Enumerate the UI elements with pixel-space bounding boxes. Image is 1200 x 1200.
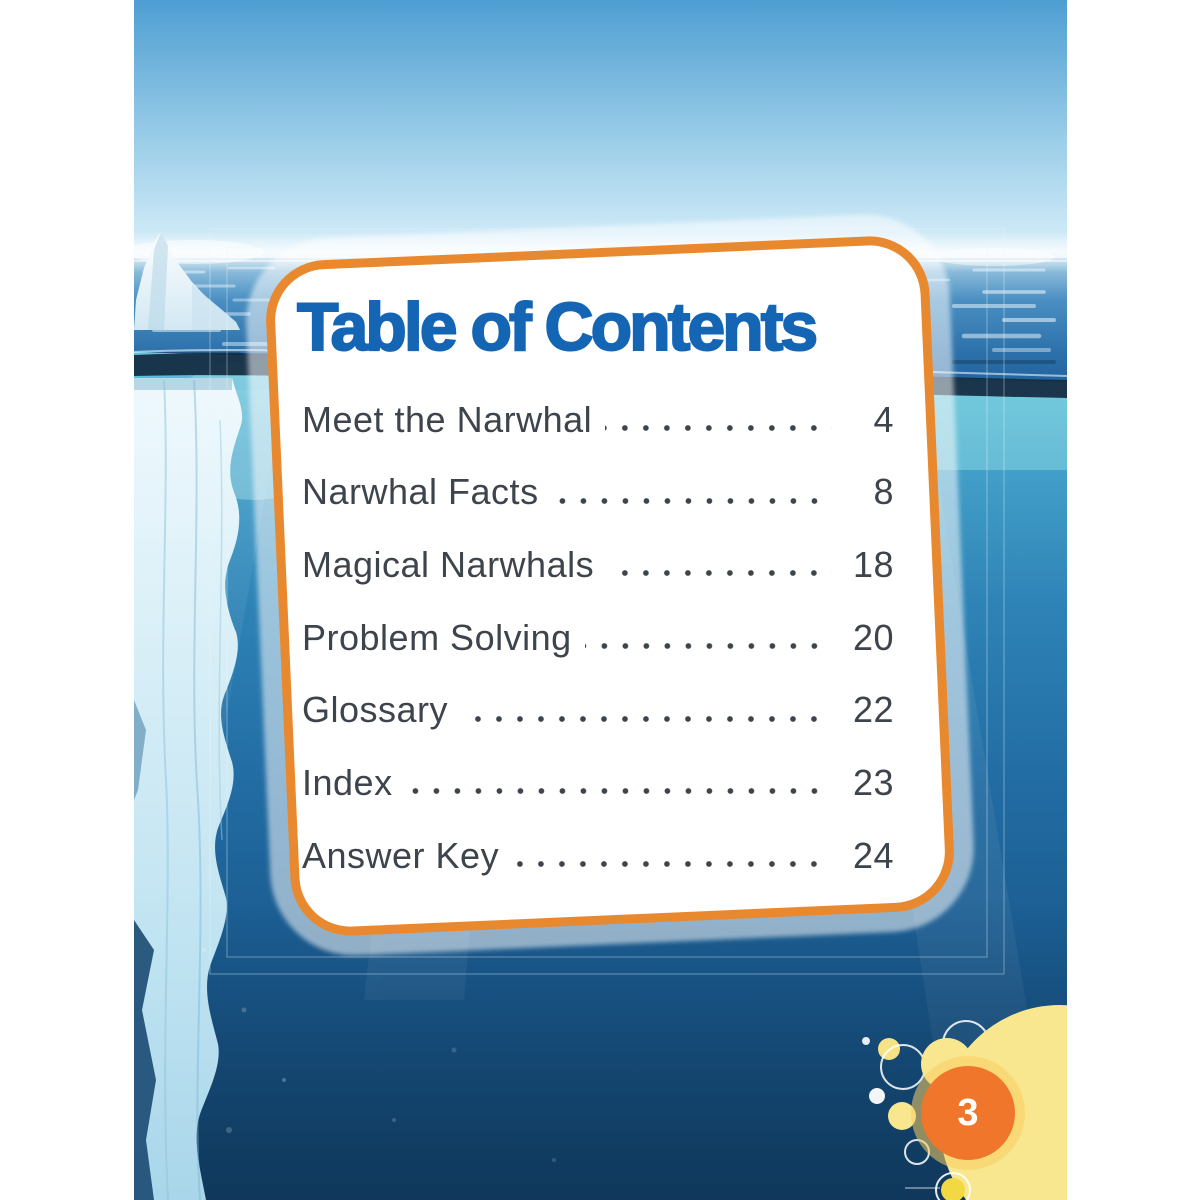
toc-entry-label: Index (302, 761, 393, 803)
toc-entry-page-number: 18 (852, 544, 894, 585)
toc-entry-page-number: 23 (852, 761, 894, 803)
page-number: 3 (957, 1091, 979, 1134)
toc-entry-label: Narwhal Facts (302, 471, 539, 513)
toc-entry-label: Meet the Narwhal (302, 398, 593, 440)
toc-entry-page-number: 24 (852, 834, 894, 876)
book-page-photo (134, 0, 1067, 1200)
toc-entry-page-number: 22 (852, 689, 894, 731)
toc-entry-page-number: 20 (852, 616, 894, 658)
table-of-contents-card (264, 234, 957, 938)
page-title: Table of Contents (297, 289, 816, 365)
page-number-badge (921, 1066, 1015, 1160)
toc-entry-page-number: 8 (873, 471, 894, 513)
toc-entry-label: Answer Key (302, 834, 500, 876)
toc-entry-label: Magical Narwhals (302, 544, 595, 585)
toc-entry-label: Glossary (302, 689, 449, 731)
toc-entry-label: Problem Solving (302, 616, 572, 658)
toc-entry-page-number: 4 (873, 398, 894, 440)
